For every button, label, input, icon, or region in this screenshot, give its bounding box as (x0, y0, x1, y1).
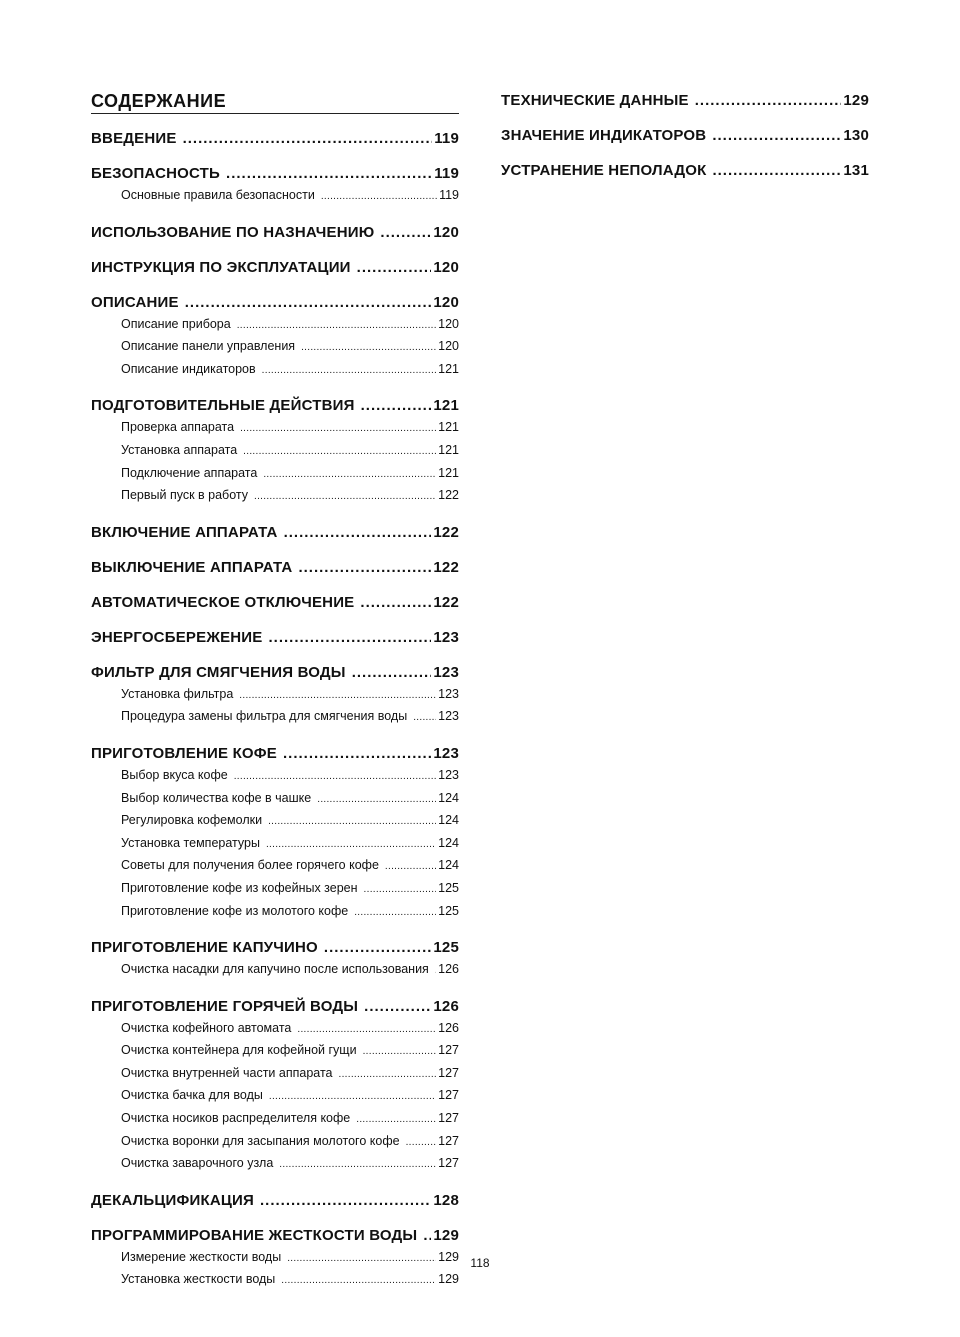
dot-leader (360, 592, 431, 613)
dot-leader (361, 395, 432, 416)
toc-heading-title: БЕЗОПАСНОСТЬ (91, 165, 221, 182)
toc-subitem-page: 127 (438, 1111, 459, 1126)
toc-heading[interactable] (91, 592, 459, 613)
dot-leader (268, 812, 436, 833)
toc-section (91, 522, 459, 543)
toc-section (91, 937, 459, 982)
dot-leader (339, 1065, 437, 1086)
dot-leader (284, 522, 432, 543)
dot-leader (357, 257, 432, 278)
dot-leader (269, 627, 432, 648)
toc-heading-page: 126 (433, 997, 459, 1015)
toc-subitem-label: Проверка аппарата (121, 420, 235, 435)
toc-section (91, 128, 459, 149)
toc-subitem-page: 121 (438, 361, 459, 376)
toc-heading-page: 122 (433, 558, 459, 576)
toc-subitem-label: Первый пуск в работу (121, 488, 249, 503)
toc-section (501, 160, 869, 181)
toc-subitem[interactable] (91, 1085, 459, 1108)
toc-heading[interactable] (91, 522, 459, 543)
dot-leader (301, 338, 436, 359)
toc-subitem[interactable] (91, 1269, 459, 1292)
toc-heading-title: УСТРАНЕНИЕ НЕПОЛАДОК (501, 162, 707, 179)
dot-leader (413, 708, 436, 729)
toc-subitem-page: 126 (438, 1020, 459, 1035)
toc-heading-title: ПОДГОТОВИТЕЛЬНЫЕ ДЕЙСТВИЯ (91, 397, 355, 415)
toc-subitem[interactable] (91, 788, 459, 811)
dot-leader (435, 961, 436, 982)
dot-leader (712, 160, 841, 181)
toc-subitem-label: Подключение аппарата (121, 465, 258, 480)
toc-subitem-page: 127 (438, 1156, 459, 1171)
toc-heading-page: 131 (843, 162, 869, 179)
toc-subitem-page: 129 (438, 1249, 459, 1264)
dot-leader (406, 1133, 437, 1154)
dot-leader (237, 316, 436, 337)
toc-subitem[interactable] (91, 833, 459, 856)
dot-leader (356, 1110, 436, 1131)
toc-subitem-page: 120 (438, 339, 459, 354)
toc-subitem[interactable] (91, 684, 459, 707)
toc-subitem-label: Установка жесткости воды (121, 1272, 276, 1287)
toc-heading[interactable] (91, 163, 459, 184)
toc-heading-page: 119 (434, 130, 459, 147)
toc-subitem[interactable] (91, 314, 459, 337)
dot-leader (183, 128, 433, 149)
toc-heading[interactable] (91, 627, 459, 648)
toc-heading[interactable] (91, 557, 459, 578)
toc-subitem-page: 121 (438, 442, 459, 457)
dot-leader (262, 361, 436, 382)
toc-heading[interactable] (91, 996, 459, 1017)
toc-subitem[interactable] (91, 878, 459, 901)
toc-subitem-page: 121 (438, 420, 459, 435)
toc-heading[interactable] (91, 257, 459, 278)
dot-leader (324, 937, 431, 958)
dot-leader (240, 419, 436, 440)
toc-heading-title: ИСПОЛЬЗОВАНИЕ ПО НАЗНАЧЕНИЮ (91, 223, 375, 241)
toc-subitem-page: 124 (438, 835, 459, 850)
toc-section (91, 996, 459, 1176)
toc-subitem[interactable] (91, 901, 459, 924)
toc-subitem-label: Описание панели управления (121, 339, 296, 354)
toc-subitem[interactable] (91, 706, 459, 729)
toc-subitem-label: Измерение жесткости воды (121, 1249, 282, 1264)
toc-subitem-page: 129 (438, 1272, 459, 1287)
toc-subitem-page: 127 (438, 1133, 459, 1148)
toc-heading-page: 122 (433, 593, 459, 611)
toc-subitem[interactable] (91, 440, 459, 463)
toc-subitem-page: 127 (438, 1065, 459, 1080)
toc-heading-title: ОПИСАНИЕ (91, 293, 179, 311)
dot-leader (354, 903, 436, 924)
toc-subitem[interactable] (91, 1040, 459, 1063)
toc-subitem-label: Основные правила безопасности (121, 188, 315, 202)
dot-leader (243, 442, 436, 463)
dot-leader (254, 487, 436, 508)
dot-leader (712, 125, 841, 146)
toc-section (91, 163, 459, 208)
toc-subitem-label: Процедура замены фильтра для смягчения воды (121, 709, 408, 724)
toc-heading-page: 129 (843, 92, 869, 109)
toc-subitem[interactable] (91, 485, 459, 508)
toc-section (91, 557, 459, 578)
toc-subitem-label: Очистка внутренней части аппарата (121, 1065, 333, 1080)
toc-heading-title: АВТОМАТИЧЕСКОЕ ОТКЛЮЧЕНИЕ (91, 593, 355, 611)
toc-heading-page: 120 (433, 223, 459, 241)
toc-heading-title: ВКЛЮЧЕНИЕ АППАРАТА (91, 523, 278, 541)
toc-subitem-label: Установка температуры (121, 835, 260, 850)
toc-subitem-label: Очистка бачка для воды (121, 1088, 263, 1103)
toc-heading[interactable] (91, 743, 459, 764)
dot-leader (266, 835, 436, 856)
toc-section (91, 662, 459, 729)
toc-left-column (91, 90, 459, 1306)
toc-subitem-page: 119 (439, 188, 459, 202)
dot-leader (695, 90, 842, 111)
toc-heading-page: 128 (433, 1191, 459, 1209)
dot-leader (263, 465, 436, 486)
toc-heading[interactable] (501, 90, 869, 111)
toc-subitem-label: Очистка контейнера для кофейной гущи (121, 1043, 357, 1058)
dot-leader (385, 857, 436, 878)
dot-leader (226, 163, 432, 184)
page-title: СОДЕРЖАНИЕ (91, 90, 459, 114)
toc-section (91, 292, 459, 382)
toc-subitem-page: 126 (438, 962, 459, 977)
toc-heading[interactable] (91, 662, 459, 683)
dot-leader (423, 1225, 431, 1246)
toc-subitem-page: 121 (438, 465, 459, 480)
dot-leader (283, 743, 431, 764)
toc-heading-page: 123 (433, 663, 459, 681)
toc-heading-page: 120 (433, 293, 459, 311)
toc-subitem-label: Выбор вкуса кофе (121, 767, 228, 782)
dot-leader (363, 1042, 437, 1063)
toc-subitem-label: Установка фильтра (121, 686, 234, 701)
toc-subitem-page: 123 (438, 767, 459, 782)
toc-subitem[interactable] (91, 959, 459, 982)
toc-heading-title: ВВЕДЕНИЕ (91, 130, 177, 147)
toc-section (91, 627, 459, 648)
toc-subitem-page: 124 (438, 858, 459, 873)
toc-heading[interactable] (91, 292, 459, 313)
toc-heading-page: 129 (433, 1226, 459, 1244)
dot-leader (321, 187, 437, 208)
toc-heading-title: ЗНАЧЕНИЕ ИНДИКАТОРОВ (501, 127, 707, 144)
toc-section (501, 90, 869, 111)
toc-subitem[interactable] (91, 1108, 459, 1131)
page-number: 118 (470, 1256, 490, 1270)
toc-subitem-label: Советы для получения более горячего кофе (121, 858, 379, 873)
toc-heading-title: ПРОГРАММИРОВАНИЕ ЖЕСТКОСТИ ВОДЫ (91, 1226, 418, 1244)
toc-heading-title: ПРИГОТОВЛЕНИЕ КАПУЧИНО (91, 939, 318, 957)
dot-leader (364, 880, 437, 901)
toc-subitem[interactable] (91, 336, 459, 359)
toc-subitem-page: 120 (438, 316, 459, 331)
toc-subitem-label: Очистка воронки для засыпания молотого кофе (121, 1133, 400, 1148)
dot-leader (260, 1190, 431, 1211)
toc-subitem-page: 125 (438, 903, 459, 918)
toc-subitem-label: Очистка кофейного автомата (121, 1020, 292, 1035)
toc-section (91, 592, 459, 613)
dot-leader (380, 222, 431, 243)
toc-subitem-page: 123 (438, 709, 459, 724)
toc-subitem[interactable] (91, 810, 459, 833)
toc-heading-title: ФИЛЬТР ДЛЯ СМЯГЧЕНИЯ ВОДЫ (91, 663, 346, 681)
toc-subitem-label: Регулировка кофемолки (121, 813, 263, 828)
toc-subitem-label: Выбор количества кофе в чашке (121, 790, 312, 805)
dot-leader (364, 996, 431, 1017)
toc-heading-title: ПРИГОТОВЛЕНИЕ ГОРЯЧЕЙ ВОДЫ (91, 997, 359, 1015)
toc-subitem-page: 124 (438, 790, 459, 805)
toc-heading-page: 130 (843, 127, 869, 144)
toc-section (91, 743, 459, 923)
toc-heading[interactable] (91, 937, 459, 958)
dot-leader (317, 790, 436, 811)
dot-leader (269, 1087, 436, 1108)
toc-section (91, 257, 459, 278)
dot-leader (352, 662, 432, 683)
dot-leader (298, 557, 431, 578)
toc-subitem-label: Описание прибора (121, 316, 231, 331)
toc-heading[interactable] (91, 1225, 459, 1246)
toc-subitem-page: 123 (438, 686, 459, 701)
toc-heading[interactable] (91, 1190, 459, 1211)
toc-heading[interactable] (501, 125, 869, 146)
toc-heading-page: 119 (434, 165, 459, 182)
toc-subitem[interactable] (91, 359, 459, 382)
toc-subitem[interactable] (91, 1153, 459, 1176)
toc-subitem-label: Очистка заварочного узла (121, 1156, 274, 1171)
toc-heading-title: ТЕХНИЧЕСКИЕ ДАННЫЕ (501, 92, 689, 109)
toc-subitem[interactable] (91, 417, 459, 440)
toc-subitem-page: 125 (438, 880, 459, 895)
toc-heading-title: ПРИГОТОВЛЕНИЕ КОФЕ (91, 744, 278, 762)
toc-subitem[interactable] (91, 1063, 459, 1086)
dot-leader (279, 1155, 436, 1176)
toc-heading[interactable] (501, 160, 869, 181)
toc-subitem[interactable] (91, 185, 459, 208)
toc-heading-page: 125 (433, 939, 459, 957)
toc-subitem-page: 124 (438, 813, 459, 828)
toc-section (91, 1190, 459, 1211)
toc-subitem[interactable] (91, 1018, 459, 1041)
toc-subitem-page: 122 (438, 488, 459, 503)
toc-subitem[interactable] (91, 855, 459, 878)
toc-subitem-label: Описание индикаторов (121, 361, 256, 376)
toc-subitem-page: 127 (438, 1088, 459, 1103)
dot-leader (239, 686, 436, 707)
toc-subitem[interactable] (91, 1131, 459, 1154)
toc-right-column (501, 90, 869, 195)
toc-heading-title: ЭНЕРГОСБЕРЕЖЕНИЕ (91, 628, 263, 646)
toc-subitem[interactable] (91, 463, 459, 486)
dot-leader (297, 1020, 436, 1041)
toc-heading-page: 123 (433, 744, 459, 762)
toc-subitem[interactable] (91, 765, 459, 788)
toc-heading[interactable] (91, 222, 459, 243)
toc-heading-page: 120 (433, 258, 459, 276)
dot-leader (281, 1271, 436, 1292)
toc-heading-title: ИНСТРУКЦИЯ ПО ЭКСПЛУАТАЦИИ (91, 258, 351, 276)
toc-section (91, 222, 459, 243)
toc-heading-page: 122 (433, 523, 459, 541)
dot-leader (185, 292, 432, 313)
toc-subitem-label: Очистка насадки для капучино после использования (121, 962, 429, 977)
toc-heading[interactable] (91, 128, 459, 149)
toc-subitem-label: Установка аппарата (121, 442, 238, 457)
dot-leader (234, 767, 436, 788)
toc-subitem-label: Очистка носиков распределителя кофе (121, 1111, 351, 1126)
toc-heading-page: 123 (433, 628, 459, 646)
toc-section (91, 395, 459, 507)
toc-section (501, 125, 869, 146)
toc-heading[interactable] (91, 395, 459, 416)
toc-heading-page: 121 (433, 397, 459, 415)
toc-subitem-label: Приготовление кофе из молотого кофе (121, 903, 349, 918)
toc-heading-title: ДЕКАЛЬЦИФИКАЦИЯ (91, 1191, 254, 1209)
toc-heading-title: ВЫКЛЮЧЕНИЕ АППАРАТА (91, 558, 293, 576)
toc-subitem-label: Приготовление кофе из кофейных зерен (121, 880, 358, 895)
toc-subitem-page: 127 (438, 1043, 459, 1058)
